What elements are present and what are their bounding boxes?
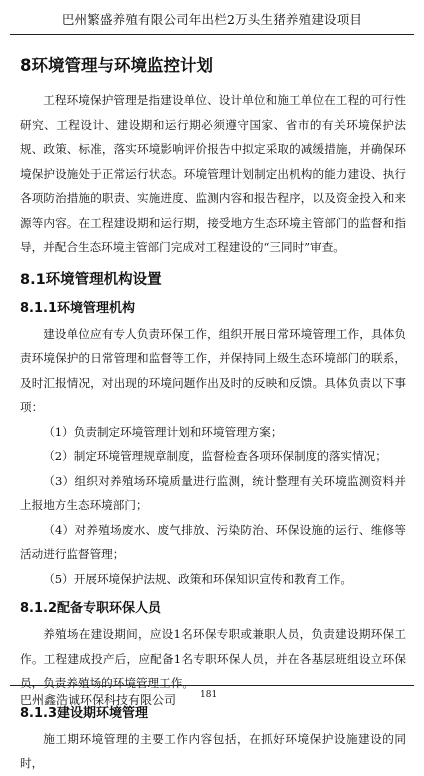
footer-company: 巴州鑫浩诚环保科技有限公司: [20, 693, 177, 707]
duty-item-3: （3）组织对养殖场环境质量进行监测，统计整理有关环境监测资料并上报地方生态环境部门；: [20, 473, 406, 512]
page-footer: [10, 685, 414, 708]
section-8-1-1-intro: 建设单位应有专人负责环保工作，组织开展日常环境管理工作，具体负责环境保护的日常管理和监督等工作，并保持同上级生态环境部门的联系，及时汇报情况，对出现的环境问题作出及时的反映和反馈。具体负责以下事项：: [20, 326, 406, 414]
header-title: 巴州繁盛养殖有限公司年出栏2万头生猪养殖建设项目: [61, 12, 363, 27]
section-8-intro: 工程环境保护管理是指建设单位、设计单位和施工单位在工程的可行性研究、工程设计、建设期和运行期必须遵守国家、省市的有关环境保护法规、政策、标准，落实环境影响评价报告中拟定采取的减缓措施，并确保环境保护设施处于正常运行状态。环境管理计划制定出机构的能力建设、执行各项防治措施的职责、实施进度、监测内容和报告程序，以及资金投入和来源等内容。在工程建设期和运行期，接受地方生态环境主管部门的监督和指导，并配合生态环境主管部门完成对工程建设的“三同时”审查。: [20, 93, 406, 254]
page-header: [10, 10, 414, 35]
section-8-1-2-heading: 8.1.2配备专职环保人员: [20, 601, 162, 616]
duty-item-5: （5）开展环境保护法规、政策和环保知识宣传和教育工作。: [43, 571, 353, 586]
duty-item-1: （1）负责制定环境管理计划和环境管理方案；: [43, 424, 283, 439]
section-8-1-3-text: 施工期环境管理的主要工作内容包括，在抓好环境保护设施建设的同时，: [20, 731, 406, 770]
section-8-1-3-heading: 8.1.3建设期环境管理: [20, 705, 149, 721]
duty-item-2: （2）制定环境管理规章制度，监督检查各项环保制度的落实情况；: [43, 449, 387, 463]
page-number: 181: [200, 690, 218, 700]
document-body: [20, 52, 406, 776]
section-8-1-1-heading: 8.1.1环境管理机构: [20, 300, 136, 316]
section-8-heading: 8环境管理与环境监控计划: [20, 56, 213, 75]
section-8-1-2-text: 养殖场在建设期间，应设1名环保专职或兼职人员，负责建设期环保工作。工程建成投产后，应配备1名专职环保人员，并在各基层班组设立环保员，负责养殖场的环境管理工作。: [20, 627, 406, 690]
duty-item-4: （4）对养殖场废水、废气排放、污染防治、环保设施的运行、维修等活动进行监督管理；: [20, 522, 406, 561]
section-8-1-heading: 8.1环境管理机构设置: [20, 271, 162, 288]
